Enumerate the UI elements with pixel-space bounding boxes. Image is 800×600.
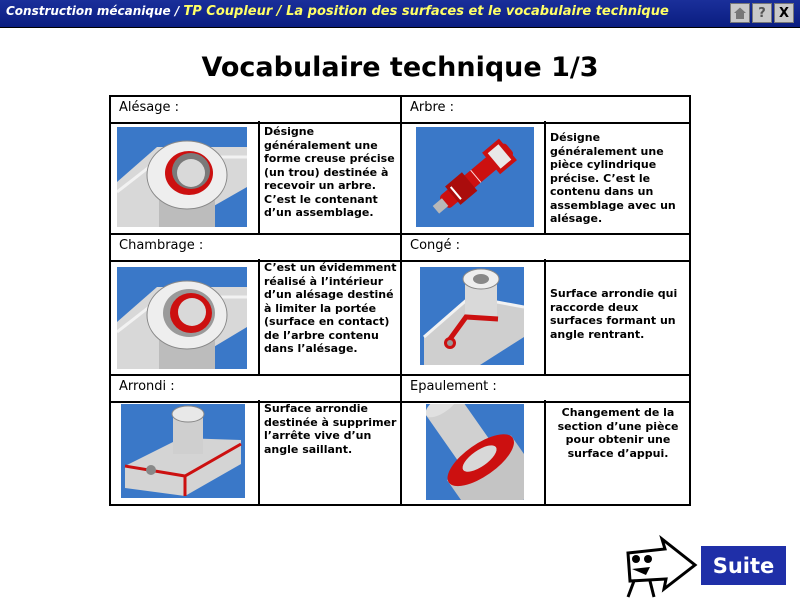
term-cell-epaulement xyxy=(402,376,689,504)
title-bar xyxy=(0,0,800,28)
term-label: Chambrage : xyxy=(111,235,400,262)
term-label: Alésage : xyxy=(111,97,400,124)
help-button[interactable]: ? xyxy=(752,3,772,23)
term-cell-chambrage xyxy=(111,235,400,374)
term-cell-conge xyxy=(402,235,689,374)
arrondi-illustration xyxy=(121,404,245,498)
term-description: Changement de la section d’une pièce pour obtenir une surface d’appui. xyxy=(557,406,679,460)
next-button[interactable]: Suite xyxy=(701,546,786,585)
term-description: Surface arrondie qui raccorde deux surfaces formant un angle rentrant. xyxy=(550,287,678,341)
vocabulary-table xyxy=(109,95,691,506)
alesage-illustration xyxy=(117,127,247,227)
term-description: Désigne généralement une pièce cylindrique précise. C’est le contenu dans un assemblage avec un alésage. xyxy=(550,131,676,225)
term-label: Congé : xyxy=(402,235,689,262)
term-cell-arbre xyxy=(402,97,689,233)
term-label: Arbre : xyxy=(402,97,689,124)
conge-illustration xyxy=(420,267,524,365)
cell-divider xyxy=(258,259,260,374)
breadcrumb-current: TP Coupleur / La position des surfaces et le vocabulaire technique xyxy=(183,4,669,19)
epaulement-illustration xyxy=(426,404,524,500)
term-cell-alesage xyxy=(111,97,400,233)
cell-divider xyxy=(544,121,546,233)
home-button[interactable] xyxy=(730,3,750,23)
cell-divider xyxy=(258,121,260,233)
term-description: Surface arrondie destinée à supprimer l’arrête vive d’un angle saillant. xyxy=(264,402,397,456)
breadcrumb-section: Construction mécanique / xyxy=(6,4,184,18)
page-title: Vocabulaire technique 1/3 xyxy=(201,52,599,83)
close-button[interactable]: X xyxy=(774,3,794,23)
mascot-arrow-icon xyxy=(620,535,700,600)
term-description: Désigne généralement une forme creuse précise (un trou) destinée à recevoir un arbre. C’est le contenant d’un assemblage. xyxy=(264,125,395,219)
window-controls xyxy=(730,3,794,25)
term-description: C’est un évidemment réalisé à l’intérieur d’un alésage destiné à limiter la portée (surface en contact) de l’arbre contenu dans l’alésage. xyxy=(264,261,397,355)
cell-divider xyxy=(258,400,260,504)
breadcrumb xyxy=(6,4,669,19)
cell-divider xyxy=(544,259,546,374)
arbre-illustration xyxy=(416,127,534,227)
chambrage-illustration xyxy=(117,267,247,369)
cell-divider xyxy=(544,400,546,504)
term-label: Epaulement : xyxy=(402,376,689,403)
term-label: Arrondi : xyxy=(111,376,400,403)
term-cell-arrondi xyxy=(111,376,400,504)
home-icon xyxy=(733,6,747,20)
